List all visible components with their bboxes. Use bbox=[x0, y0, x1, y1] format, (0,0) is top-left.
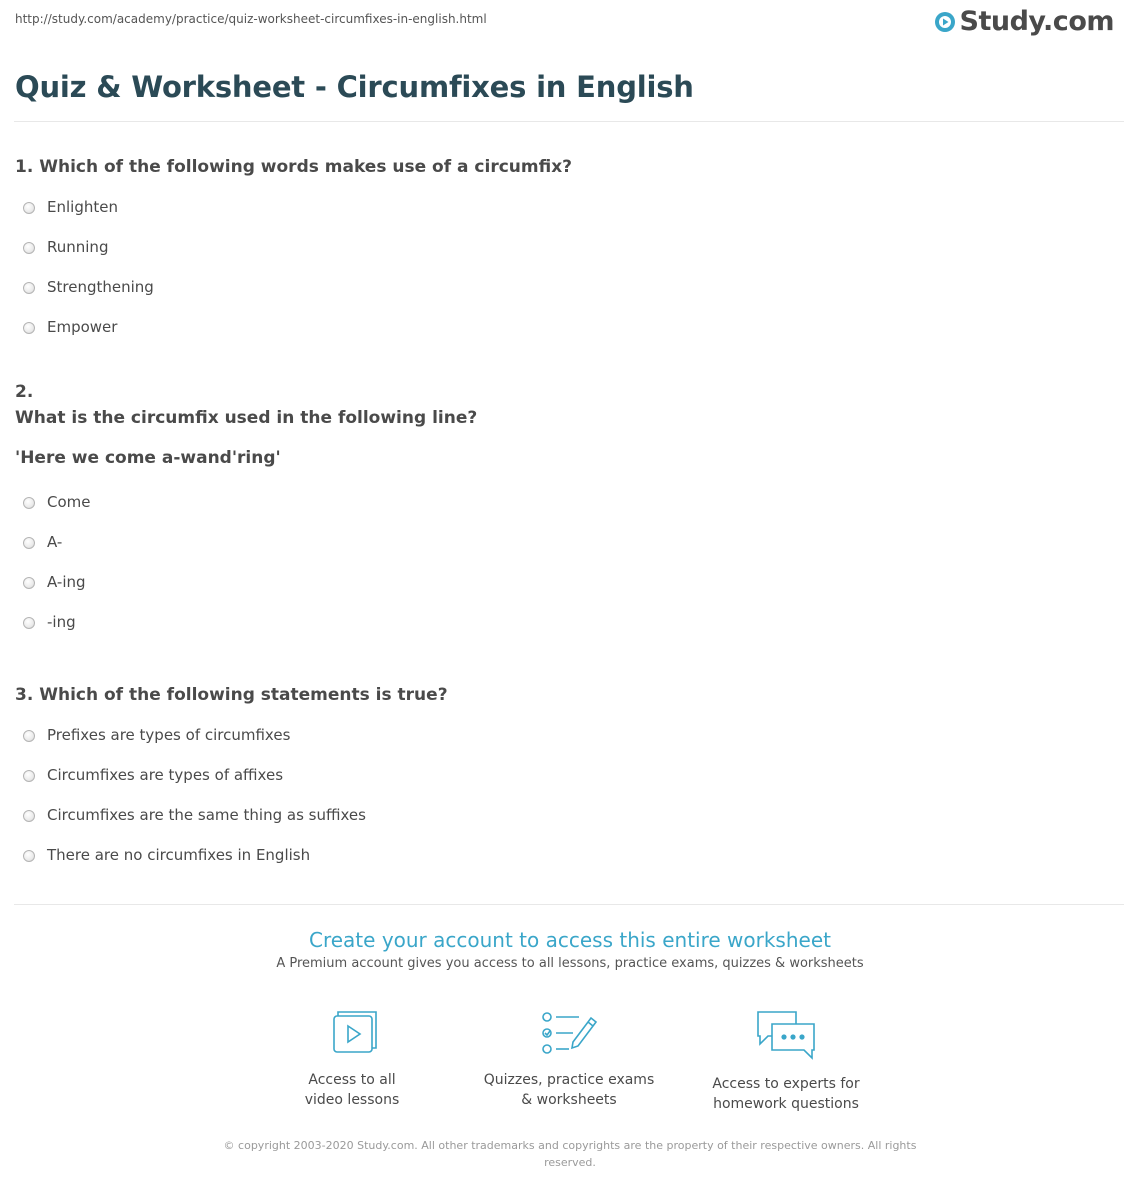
answer-options bbox=[15, 187, 572, 347]
radio-icon[interactable] bbox=[23, 810, 35, 822]
section-divider bbox=[14, 904, 1124, 905]
answer-option[interactable]: Prefixes are types of circumfixes bbox=[15, 715, 448, 755]
video-lessons-icon bbox=[324, 1008, 380, 1058]
feature-experts bbox=[686, 1008, 886, 1114]
question-number: 2. bbox=[15, 382, 34, 402]
page-url: http://study.com/academy/practice/quiz-worksheet-circumfixes-in-english.html bbox=[15, 12, 487, 26]
feature-label: Quizzes, practice exams & worksheets bbox=[483, 1072, 655, 1108]
answer-option[interactable]: Empower bbox=[15, 307, 572, 347]
question-text: What is the circumfix used in the following line? bbox=[15, 408, 478, 428]
radio-icon[interactable] bbox=[23, 537, 35, 549]
answer-option[interactable]: -ing bbox=[15, 602, 477, 642]
answer-option[interactable]: A- bbox=[15, 522, 477, 562]
radio-icon[interactable] bbox=[23, 577, 35, 589]
answer-option[interactable]: Running bbox=[15, 227, 572, 267]
answer-option[interactable]: There are no circumfixes in English bbox=[15, 835, 448, 875]
title-divider bbox=[14, 121, 1124, 122]
radio-icon[interactable] bbox=[23, 497, 35, 509]
radio-icon[interactable] bbox=[23, 282, 35, 294]
question-quote: 'Here we come a-wand'ring' bbox=[15, 448, 281, 468]
feature-quizzes bbox=[469, 1008, 669, 1110]
radio-icon[interactable] bbox=[23, 730, 35, 742]
cta-title[interactable]: Create your account to access this entire worksheet bbox=[309, 928, 831, 952]
answer-option[interactable]: Circumfixes are types of affixes bbox=[15, 755, 448, 795]
question-text: 1. Which of the following words makes use of a circumfix? bbox=[15, 157, 573, 177]
radio-icon[interactable] bbox=[23, 617, 35, 629]
answer-option[interactable]: Strengthening bbox=[15, 267, 572, 307]
answer-option[interactable]: Come bbox=[15, 482, 477, 522]
question-2 bbox=[15, 379, 477, 642]
page-title: Quiz & Worksheet - Circumfixes in English bbox=[15, 70, 694, 104]
radio-icon[interactable] bbox=[23, 322, 35, 334]
cta-subtitle: A Premium account gives you access to all lessons, practice exams, quizzes & worksheets bbox=[276, 956, 864, 971]
feature-video-lessons bbox=[252, 1008, 452, 1110]
radio-icon[interactable] bbox=[23, 770, 35, 782]
radio-icon[interactable] bbox=[23, 242, 35, 254]
radio-icon[interactable] bbox=[23, 850, 35, 862]
answer-option[interactable]: Circumfixes are the same thing as suffixes bbox=[15, 795, 448, 835]
answer-options bbox=[15, 715, 448, 875]
answer-options bbox=[15, 482, 477, 642]
play-logo-icon bbox=[934, 11, 956, 33]
question-3 bbox=[15, 682, 448, 875]
copyright-text: © copyright 2003-2020 Study.com. All other trademarks and copyrights are the property of their respective owners. All rights reserved. bbox=[223, 1139, 917, 1169]
logo-text: Study.com bbox=[959, 6, 1114, 37]
feature-label: Access to all video lessons bbox=[304, 1072, 400, 1108]
answer-option[interactable]: A-ing bbox=[15, 562, 477, 602]
radio-icon[interactable] bbox=[23, 202, 35, 214]
question-1 bbox=[15, 154, 572, 347]
question-text: 3. Which of the following statements is true? bbox=[15, 685, 448, 705]
premium-cta bbox=[0, 928, 1140, 971]
study-logo[interactable] bbox=[934, 6, 1114, 37]
answer-option[interactable]: Enlighten bbox=[15, 187, 572, 227]
quiz-checklist-icon bbox=[539, 1008, 599, 1058]
feature-label: Access to experts for homework questions bbox=[712, 1076, 860, 1112]
expert-chat-icon bbox=[754, 1008, 818, 1062]
